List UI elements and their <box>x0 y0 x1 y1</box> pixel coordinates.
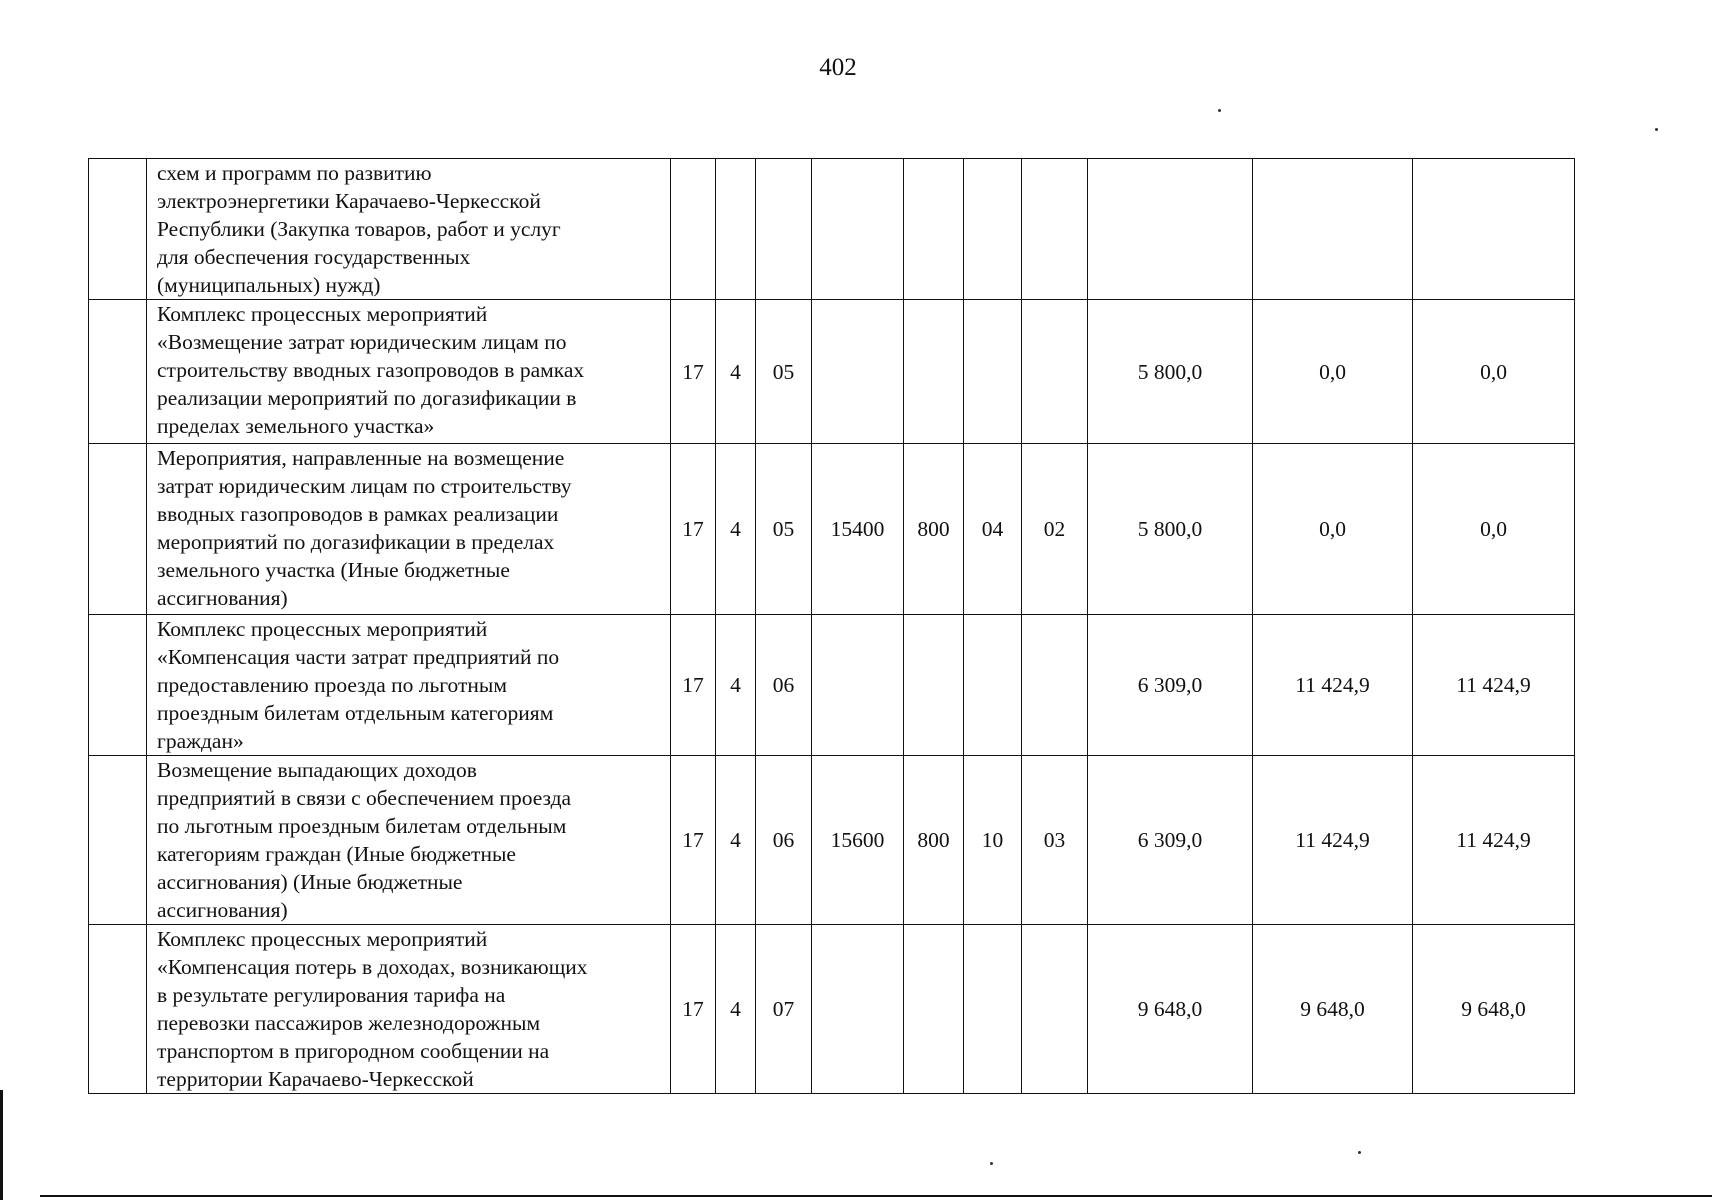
code-cell <box>812 300 904 444</box>
code-cell: 02 <box>1022 444 1088 615</box>
description-cell <box>147 925 671 1094</box>
code-cell: 03 <box>1022 756 1088 925</box>
amount-cell: 5 800,0 <box>1088 300 1253 444</box>
code-cell: 4 <box>716 756 756 925</box>
scan-speck <box>990 1162 993 1165</box>
code-cell: 06 <box>756 615 812 756</box>
description-cell <box>147 159 671 300</box>
amount-cell: 0,0 <box>1413 444 1575 615</box>
row-index-cell <box>89 615 147 756</box>
code-cell: 05 <box>756 300 812 444</box>
description-cell <box>147 615 671 756</box>
table-row <box>89 925 1575 1094</box>
description-cell <box>147 300 671 444</box>
description-text: Комплекс процессных мероприятий «Компенсация потерь в доходах, возникающих в результате регулирования тарифа на перевозки пассажиров железнодорожным транспортом в пригородном сообщении на территории Карачаево-Черкесской <box>157 927 588 1091</box>
description-text: схем и программ по развитию электроэнергетики Карачаево-Черкесской Республики (Закупка товаров, работ и услуг для обеспечения государственных (муниципальных) нужд) <box>157 161 561 297</box>
amount-cell: 11 424,9 <box>1253 756 1413 925</box>
code-cell: 17 <box>671 300 716 444</box>
scan-speck <box>1655 128 1658 131</box>
description-text: Комплекс процессных мероприятий «Компенсация части затрат предприятий по предоставлению проезда по льготным проездным билетам отдельным категориям граждан» <box>157 617 560 753</box>
budget-table <box>88 158 1575 1094</box>
amount-cell: 5 800,0 <box>1088 444 1253 615</box>
table-row <box>89 756 1575 925</box>
code-cell <box>904 300 964 444</box>
code-cell: 06 <box>756 756 812 925</box>
code-cell <box>964 159 1022 300</box>
amount-cell <box>1253 159 1413 300</box>
scan-speck <box>1218 109 1221 112</box>
code-cell: 4 <box>716 615 756 756</box>
code-cell <box>812 925 904 1094</box>
code-cell: 17 <box>671 925 716 1094</box>
code-cell <box>904 925 964 1094</box>
code-cell: 17 <box>671 444 716 615</box>
amount-cell <box>1413 159 1575 300</box>
code-cell <box>671 159 716 300</box>
row-index-cell <box>89 159 147 300</box>
row-index-cell <box>89 756 147 925</box>
amount-cell: 9 648,0 <box>1253 925 1413 1094</box>
code-cell <box>964 615 1022 756</box>
table-row <box>89 615 1575 756</box>
amount-cell: 0,0 <box>1413 300 1575 444</box>
amount-cell: 6 309,0 <box>1088 756 1253 925</box>
code-cell: 04 <box>964 444 1022 615</box>
code-cell <box>756 159 812 300</box>
amount-cell: 11 424,9 <box>1413 756 1575 925</box>
amount-cell: 0,0 <box>1253 444 1413 615</box>
amount-cell: 0,0 <box>1253 300 1413 444</box>
code-cell <box>812 615 904 756</box>
row-index-cell <box>89 444 147 615</box>
code-cell <box>1022 615 1088 756</box>
amount-cell: 6 309,0 <box>1088 615 1253 756</box>
code-cell <box>716 159 756 300</box>
description-cell <box>147 756 671 925</box>
code-cell <box>904 615 964 756</box>
code-cell <box>1022 300 1088 444</box>
code-cell: 15400 <box>812 444 904 615</box>
scan-bottom-line <box>40 1195 1712 1197</box>
amount-cell: 11 424,9 <box>1253 615 1413 756</box>
amount-cell: 9 648,0 <box>1088 925 1253 1094</box>
amount-cell: 9 648,0 <box>1413 925 1575 1094</box>
code-cell: 05 <box>756 444 812 615</box>
scan-speck <box>1358 1151 1361 1154</box>
code-cell: 07 <box>756 925 812 1094</box>
code-cell <box>1022 925 1088 1094</box>
scan-margin-line <box>0 1090 3 1200</box>
code-cell <box>1022 159 1088 300</box>
amount-cell <box>1088 159 1253 300</box>
description-text: Комплекс процессных мероприятий «Возмещение затрат юридическим лицам по строительству вводных газопроводов в рамках реализации мероприятий по догазификации в пределах земельного участка» <box>157 302 585 438</box>
code-cell: 17 <box>671 756 716 925</box>
table-row <box>89 444 1575 615</box>
code-cell: 17 <box>671 615 716 756</box>
code-cell: 15600 <box>812 756 904 925</box>
table-row <box>89 159 1575 300</box>
code-cell <box>904 159 964 300</box>
code-cell <box>964 300 1022 444</box>
table-row <box>89 300 1575 444</box>
amount-cell: 11 424,9 <box>1413 615 1575 756</box>
description-text: Мероприятия, направленные на возмещение затрат юридическим лицам по строительству вводных газопроводов в рамках реализации мероприятий по догазификации в пределах земельного участка (Иные бюджетные ассигнования) <box>157 446 572 610</box>
row-index-cell <box>89 925 147 1094</box>
row-index-cell <box>89 300 147 444</box>
code-cell: 10 <box>964 756 1022 925</box>
code-cell: 4 <box>716 925 756 1094</box>
code-cell <box>964 925 1022 1094</box>
code-cell: 800 <box>904 756 964 925</box>
code-cell: 4 <box>716 300 756 444</box>
code-cell: 800 <box>904 444 964 615</box>
page-number: 402 <box>819 54 857 81</box>
code-cell: 4 <box>716 444 756 615</box>
description-text: Возмещение выпадающих доходов предприятий в связи с обеспечением проезда по льготным проездным билетам отдельным категориям граждан (Иные бюджетные ассигнования) (Иные бюджетные ассигнования) <box>157 758 572 922</box>
description-cell <box>147 444 671 615</box>
code-cell <box>812 159 904 300</box>
